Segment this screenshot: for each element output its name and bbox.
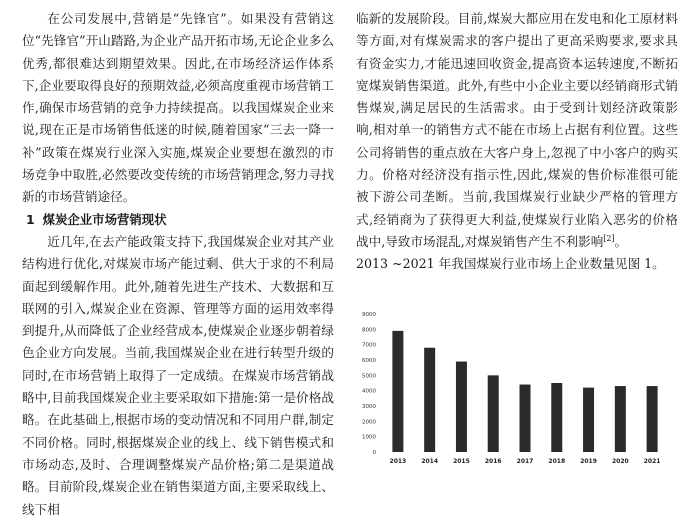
citation-ref[interactable]: [2]	[603, 233, 615, 243]
y-tick-label: 0	[372, 450, 376, 456]
x-tick-label: 2018	[548, 458, 566, 465]
paragraph-end: 。	[614, 233, 628, 249]
bar-2021	[647, 386, 658, 452]
bar-2016	[488, 375, 499, 452]
section-number: 1	[26, 211, 35, 227]
continued-paragraph-text: 临新的发展阶段。目前,煤炭大都应用在发电和化工原材料等方面,对有煤炭需求的客户提出了更高采购要求,要求具有资金实力,才能迅速回收资金,提高资本运转速度,不断拓宽煤炭销售渠道。此外,有些中小企业主要以经销商形式销售煤炭,满足居民的生活需求。由于受到计划经济政策影响,相对单一的销售方式不能在市场上占据有利位置。这些公司将销售的重点放在大客户身上,忽视了中小客户的购买力。价格对经济没有指示性,因此,煤炭的售价标准很可能被下游公司垄断。当前,我国煤炭行业缺少严格的管理方式,经销商为了获得更大利益,使煤炭行业陷入恶劣的价格战中,导致市场混乱,对煤炭销售产生不利影响	[356, 11, 678, 249]
bar-2020	[615, 386, 626, 452]
x-tick-label: 2017	[516, 458, 534, 465]
x-tick-label: 2020	[611, 458, 629, 465]
bar-2014	[424, 348, 435, 452]
x-tick-label: 2013	[389, 458, 407, 465]
bar-2017	[520, 385, 531, 452]
intro-paragraph: 在公司发展中,营销是“先锋官”。如果没有营销这位“先锋官”开山踏路,为企业产品开拓市场,无论企业多么优秀,都很难达到期望效果。因此,在市场经济运作体系下,企业要取得良好的预期效益,必须高度重视市场营销工作,确保市场营销的竞争力持续提高。以我国煤炭企业来说,现在正是市场销售低迷的时候,随着国家“三去一降一补”政策在煤炭行业深入实施,煤炭企业要想在激烈的市场竞争中取胜,必然要改变传统的市场营销理念,努力寻找新的市场营销途径。	[22, 11, 334, 205]
x-tick-label: 2014	[421, 458, 439, 465]
y-tick-label: 4000	[362, 388, 376, 395]
x-tick-label: 2015	[453, 458, 470, 465]
status-paragraph: 近几年,在去产能政策支持下,我国煤炭企业对其产业结构进行优化,对煤炭市场产能过剩、供大于求的不利局面起到缓解作用。此外,随着先进生产技术、大数据和互联网的引入,煤炭企业在资源、管理等方面的运用效率得到提升,从而降低了企业经营成本,使煤炭企业逐步朝着绿色企业方向发展。当前,我国煤炭企业在进行转型升级的同时,在市场营销上取得了一定成绩。在煤炭市场营销战略中,目前我国煤炭企业主要采取如下措施:第一是价格战略。在此基础上,根据市场的变动情况和不同用户群,制定不同价格。同时,根据煤炭企业的线上、线下销售模式和市场动态,及时、合理调整煤炭产品价格;第二是渠道战略。目前阶段,煤炭企业在销售渠道方面,主要采取线上、线下相	[22, 233, 334, 517]
y-tick-label: 7000	[362, 342, 376, 349]
y-tick-label: 1000	[362, 434, 376, 441]
y-tick-label: 3000	[362, 404, 376, 410]
left-column	[22, 8, 334, 521]
right-column	[356, 8, 678, 276]
y-tick-label: 2000	[362, 419, 376, 426]
figure-reference-line: 2013 ~2021 年我国煤炭行业市场上企业数量见图 1。	[356, 256, 665, 272]
bar-2013	[392, 331, 403, 452]
x-tick-label: 2021	[643, 458, 661, 465]
bar-2019	[583, 388, 594, 452]
y-tick-label: 9000	[362, 312, 376, 318]
bar-2015	[456, 362, 467, 452]
figure-1-chart	[356, 300, 678, 482]
bar-2018	[551, 383, 562, 452]
section-heading	[22, 209, 334, 231]
y-tick-label: 6000	[362, 358, 376, 364]
continued-paragraph	[356, 8, 678, 253]
section-title: 煤炭企业市场营销现状	[42, 211, 167, 227]
x-tick-label: 2016	[484, 458, 502, 465]
x-tick-label: 2019	[580, 458, 597, 465]
y-tick-label: 5000	[362, 373, 376, 380]
bar-chart-svg	[356, 300, 678, 482]
y-tick-label: 8000	[362, 327, 376, 334]
